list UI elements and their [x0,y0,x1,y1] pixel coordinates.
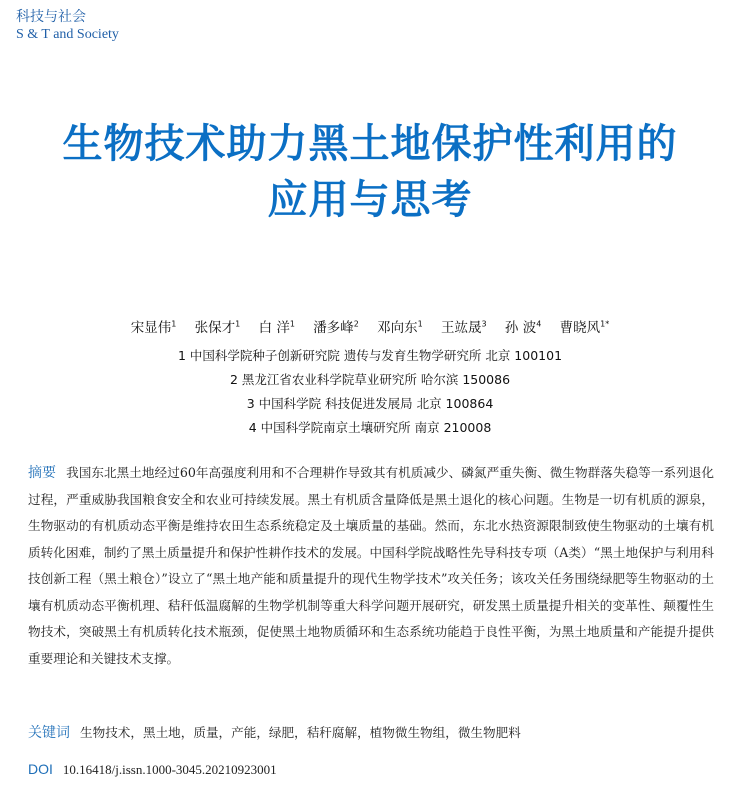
keywords-label: 关键词 [28,725,70,741]
abstract [28,460,714,672]
keywords-text: 生物技术，黑土地，质量，产能，绿肥，秸秆腐解，植物微生物组，微生物肥料 [80,725,521,740]
author: 张保才$^1$ [194,319,241,336]
doi-label: DOI [28,761,53,777]
author-list [0,316,740,336]
author: 宋显伟$^1$ [130,319,177,336]
affiliation-list [0,344,740,440]
affiliation: 2 黑龙江省农业科学院草业研究所 哈尔滨 150086 [229,372,511,387]
author: 王竑晟$^3$ [441,319,487,336]
journal-header [16,8,119,44]
doi [28,758,277,781]
title-line-1: 生物技术助力黑土地保护性利用的 [62,121,678,167]
author: 孙 波$^4$ [504,319,542,336]
abstract-label: 摘要 [28,465,57,481]
keywords [28,722,521,744]
author: 邓向东$^1$ [377,319,423,336]
journal-name-cn: 科技与社会 [16,9,86,25]
abstract-text: 我国东北黑土地经过60年高强度利用和不合理耕作导致其有机质减少、磷氮严重失衡、微生物群落失稳等一系列退化过程，严重威胁我国粮食安全和农业可持续发展。黑土有机质含量降低是黑土退化的核心问题。生物是一切有机质的源泉，生物驱动的有机质动态平衡是维持农田生态系统稳定及土壤质量的基础。然而，东北水热资源限制致使生物驱动的土壤有机质转化困难，制约了黑土质量提升和保护性耕作技术的发展。中国科学院战略性先导科技专项（A类）“黑土地保护与利用科技创新工程（黑土粮仓）”设立了“黑土地产能和质量提升的现代生物学技术”攻关任务；该攻关任务围绕绿肥等生物驱动的土壤有机质动态平衡机理、秸秆低温腐解的生物学机制等重大科学问题开展研究，研发黑土质量提升相关的变革性、颠覆性生物技术，突破黑土有机质转化技术瓶颈，促使黑土地物质循环和生态系统功能趋于良性平衡，为黑土地质量和产能提升提供重要理论和关键技术支撑。 [28,465,714,666]
doi-value[interactable]: 10.16418/j.issn.1000-3045.20210923001 [62,762,277,777]
affiliation: 1 中国科学院种子创新研究院 遗传与发育生物学研究所 北京 100101 [177,348,563,363]
author: 白 洋$^1$ [258,319,295,336]
author: 潘多峰$^2$ [313,319,359,336]
paper-title [0,116,740,228]
journal-name-en: S & T and Society [16,27,119,42]
author: 曹晓风$^{1*}$ [559,319,610,336]
affiliation: 3 中国科学院 科技促进发展局 北京 100864 [246,396,494,411]
affiliation: 4 中国科学院南京土壤研究所 南京 210008 [248,420,492,435]
title-line-2: 应用与思考 [267,177,473,223]
